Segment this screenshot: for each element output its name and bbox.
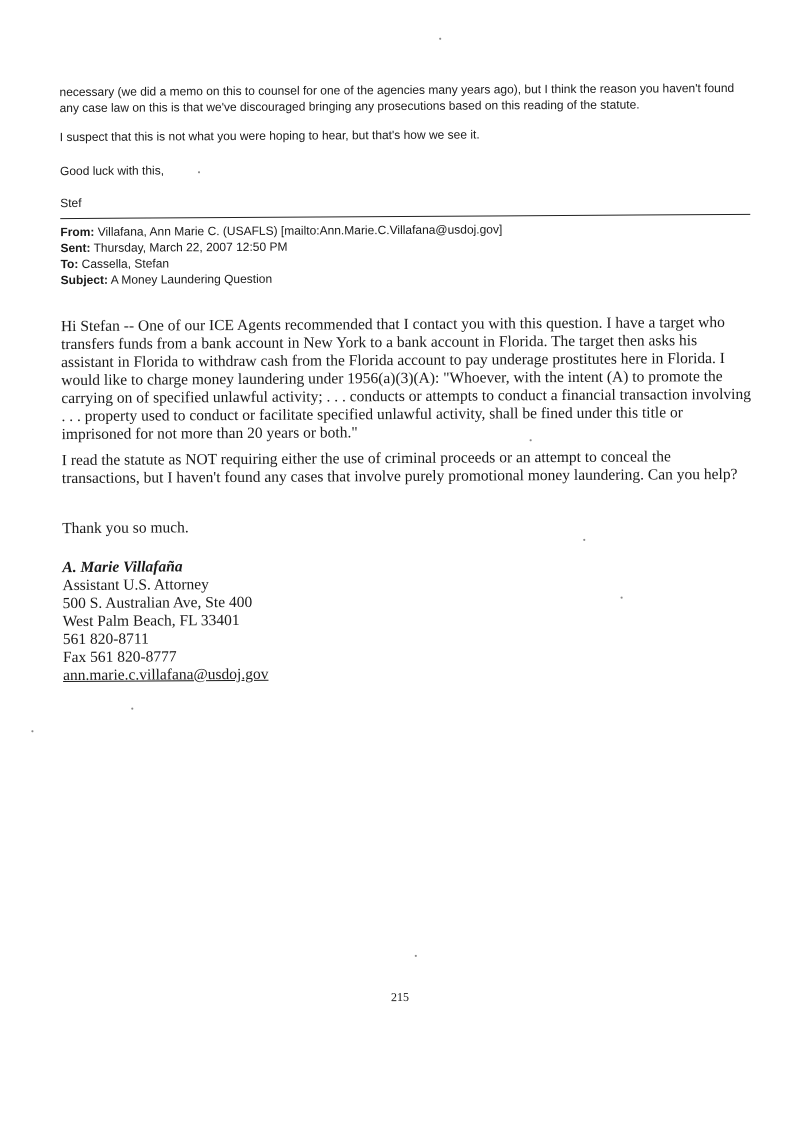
header-subject [61, 268, 751, 288]
scan-speck [131, 708, 133, 710]
header-subject-value: A Money Laundering Question [110, 271, 273, 287]
email-header [60, 220, 750, 288]
reply-paragraph-top: necessary (we did a memo on this to counsel for one of the agencies many years ago), but I think the reason you haven't found any case law on this is that we've discouraged bringing any prosecutions based on this reading of the statute. [59, 80, 735, 116]
header-subject-label: Subject: [60, 272, 109, 288]
scan-speck [439, 38, 441, 40]
signature-phone: 561 820-8711 [62, 630, 149, 649]
scan-speck [583, 539, 585, 541]
header-from-value: Villafana, Ann Marie C. (USAFLS) [mailto:Ann.Marie.C.Villafana@usdoj.gov] [97, 222, 503, 239]
scan-speck [530, 439, 532, 441]
scan-speck [31, 730, 33, 732]
reply-paragraph-suspect: I suspect that this is not what you were hoping to hear, but that's how we see it. [59, 127, 480, 145]
original-paragraph-2: I read the statute as NOT requiring either the use of criminal proceeds or an attempt to conceal the transactions, but I haven't found any cases that involve purely promotional money laundering. Can you help? [61, 448, 738, 488]
original-thanks: Thank you so much. [62, 519, 189, 538]
scan-speck [198, 171, 200, 173]
reply-closing: Good luck with this, [59, 163, 165, 179]
signature-address-2: West Palm Beach, FL 33401 [62, 611, 240, 631]
signature-email-link[interactable]: ann.marie.c.villafana@usdoj.gov [63, 665, 269, 685]
signature-name: A. Marie Villafaña [62, 558, 183, 577]
header-sent-value: Thursday, March 22, 2007 12:50 PM [93, 239, 288, 255]
reply-signature: Stef [60, 195, 82, 211]
header-sent-label: Sent: [60, 240, 91, 256]
header-to-label: To: [60, 256, 79, 272]
header-to-value: Cassella, Stefan [81, 256, 170, 271]
scan-speck [415, 955, 417, 957]
signature-fax: Fax 561 820-8777 [62, 648, 177, 667]
signature-title: Assistant U.S. Attorney [62, 576, 209, 595]
original-paragraph-1: Hi Stefan -- One of our ICE Agents recommended that I contact you with this question. I have a target who transfers funds from a bank account in New York to a bank account in Florida. The target then asks his assistant in Florida to withdraw cash from the Florida account to pay underage prostitutes here in Florida. I would like to charge money laundering under 1956(a)(3)(A): "Whoever, with the intent (A) to promote the carrying on of specified unlawful activity; . . . conducts or attempts to conduct a financial transaction involving . . . property used to conduct or facilitate specified unlawful activity, shall be fined under this title or imprisoned for not more than 20 years or both." [60, 314, 751, 444]
signature-address-1: 500 S. Australian Ave, Ste 400 [62, 593, 253, 613]
page-number: 215 [390, 989, 410, 1005]
header-from-label: From: [60, 224, 95, 240]
signature-block [62, 557, 363, 685]
message-divider [60, 214, 750, 219]
scan-speck [621, 597, 623, 599]
